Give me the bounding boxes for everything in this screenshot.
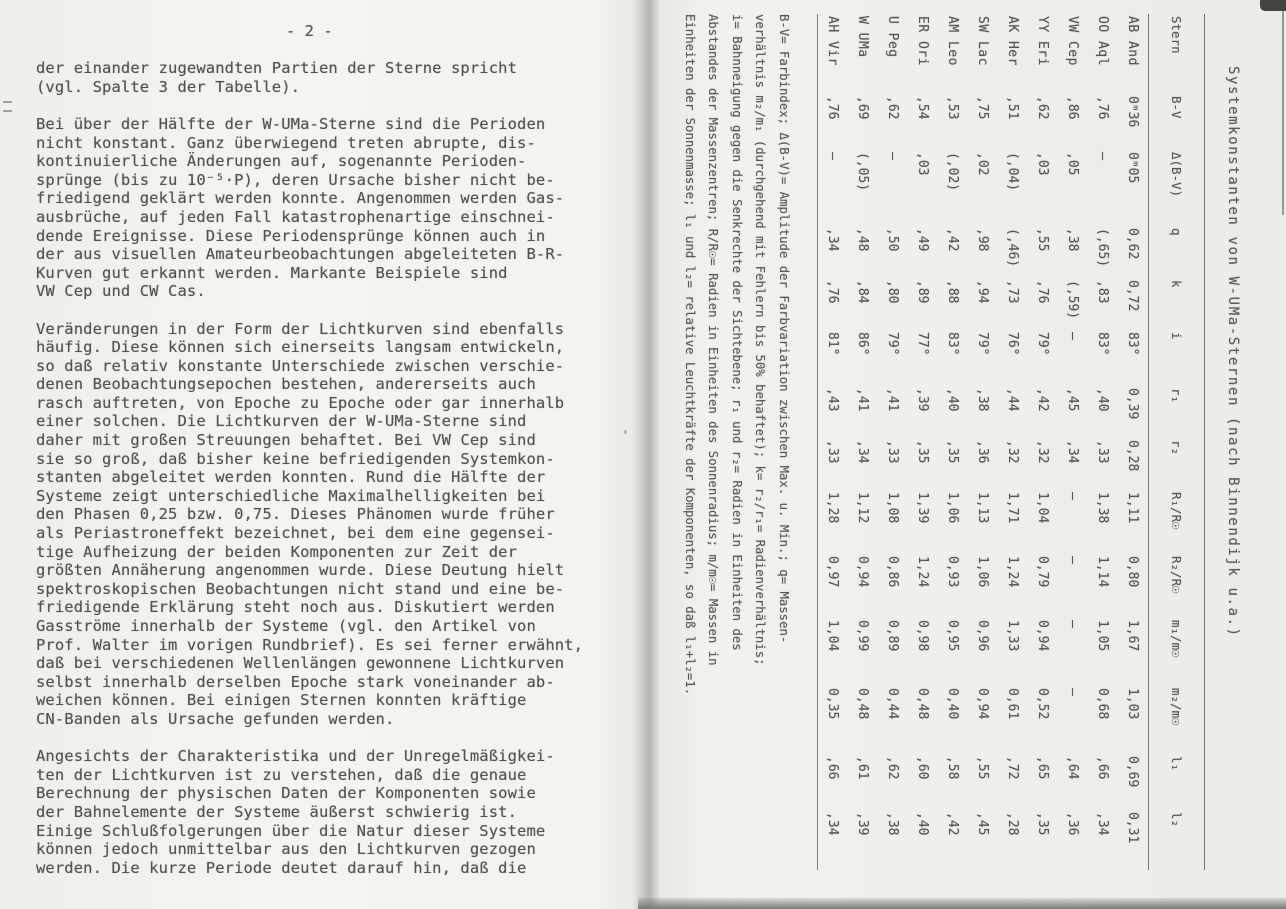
- column-header: m₂/m☉: [1169, 688, 1184, 726]
- table-cell: 1,04: [1035, 492, 1051, 524]
- star-name: AB And: [1125, 16, 1141, 66]
- table-cell: 1,24: [915, 556, 931, 588]
- table-cell: 83°: [1125, 332, 1141, 356]
- text-line: daher mit großen Streuungen behaftet. Bei VW Cep sind: [36, 431, 536, 450]
- text-line: den Phasen 0,25 bzw. 0,75. Dieses Phänomen wurde früher: [36, 505, 555, 524]
- table-cell: ,66: [825, 756, 841, 780]
- text-line: einer solchen. Die Lichtkurven der W-UMa-Sterne sind: [36, 412, 527, 431]
- table-cell: ,50: [885, 228, 901, 252]
- star-name: YY Eri: [1035, 16, 1051, 66]
- table-cell: 0,89: [885, 620, 901, 652]
- table-cell: ,66: [1095, 756, 1111, 780]
- text-line: Berechnung der physischen Daten der Komponenten sowie: [36, 784, 536, 803]
- table-row: [968, 14, 998, 870]
- table-cell: 1,33: [1005, 620, 1021, 652]
- table-cell: ,65: [1035, 756, 1051, 780]
- table-cell: 0,40: [945, 688, 961, 720]
- table-cell: 1,08: [885, 492, 901, 524]
- table-cell: –: [1065, 620, 1081, 628]
- table-cell: ,88: [945, 280, 961, 304]
- table-cell: ,94: [975, 280, 991, 304]
- table-cell: ,40: [915, 812, 931, 836]
- table-cell: ,36: [975, 440, 991, 464]
- text-line: VW Cep und CW Cas.: [36, 282, 206, 301]
- scan-speck: [624, 430, 627, 434]
- table-cell: ,54: [915, 96, 931, 120]
- column-header: q: [1169, 228, 1184, 236]
- table-cell: 0,96: [975, 620, 991, 652]
- table-cell: ,58: [945, 756, 961, 780]
- table-row: [908, 14, 938, 870]
- table-cell: ,02: [975, 152, 991, 176]
- table-cell: ,64: [1065, 756, 1081, 780]
- table-cell: (,02): [945, 152, 961, 192]
- table-cell: ,35: [915, 440, 931, 464]
- text-line: selbst innerhalb derselben Epoche stark voneinander ab-: [36, 672, 555, 691]
- table-cell: ,32: [1005, 440, 1021, 464]
- table-cell: 83°: [1095, 332, 1111, 356]
- table-cell: –: [1065, 556, 1081, 564]
- column-header: l₁: [1169, 756, 1184, 772]
- footnote-line: i= Bahnneigung gegen die Senkrechte der Sichtebene; r₁ und r₂= Radien in Einheiten des: [730, 14, 744, 651]
- table-cell: ,33: [885, 440, 901, 464]
- table-cell: ,38: [885, 812, 901, 836]
- text-line: Systeme zeigt unterschiedliche Maximalhelligkeiten bei: [36, 486, 546, 505]
- column-header: B-V: [1169, 96, 1184, 119]
- text-line: denen Beobachtungsepochen bestehen, andererseits auch: [36, 375, 536, 394]
- table-cell: ,48: [855, 228, 871, 252]
- table-cell: 0,98: [915, 620, 931, 652]
- table-cell: 81°: [825, 332, 841, 356]
- column-header: Stern: [1169, 16, 1184, 54]
- scan-speck: [3, 101, 12, 112]
- text-line: der einander zugewandten Partien der Sterne spricht: [36, 59, 518, 78]
- table-cell: ,33: [1095, 440, 1111, 464]
- table-cell: ,62: [885, 96, 901, 120]
- table-cell: 1,12: [855, 492, 871, 524]
- table-cell: ,35: [1035, 812, 1051, 836]
- table-cell: ,62: [885, 756, 901, 780]
- table-cell: ,28: [1005, 812, 1021, 836]
- text-line: werden. Die kurze Periode deutet darauf hin, daß die: [36, 858, 527, 877]
- table-cell: ,76: [1095, 96, 1111, 120]
- table-cell: 0,35: [825, 688, 841, 720]
- table-cell: 0,61: [1005, 688, 1021, 720]
- table-cell: ,40: [1095, 388, 1111, 412]
- table-cell: 0,97: [825, 556, 841, 588]
- table-cell: ,55: [975, 756, 991, 780]
- table-cell: 0ᵐ36: [1125, 96, 1141, 128]
- table-footnotes: [678, 14, 796, 894]
- table-cell: ,38: [975, 388, 991, 412]
- text-line: nicht konstant. Ganz überwiegend treten abrupte, dis-: [36, 133, 536, 152]
- table-cell: 0,44: [885, 688, 901, 720]
- table-cell: 1,67: [1125, 620, 1141, 652]
- table-row: [1058, 14, 1088, 870]
- text-line: größten Annäherung angenommen wurde. Diese Deutung hielt: [36, 561, 565, 580]
- table-cell: 0,68: [1095, 688, 1111, 720]
- column-header: r₂: [1169, 440, 1184, 456]
- table-cell: –: [825, 152, 841, 160]
- table-cell: ,75: [975, 96, 991, 120]
- text-line: (vgl. Spalte 3 der Tabelle).: [36, 77, 301, 96]
- table-cell: ,05: [1065, 152, 1081, 176]
- table-cell: ,34: [825, 228, 841, 252]
- column-header: R₁/R☉: [1169, 492, 1184, 530]
- table-cell: ,32: [1035, 440, 1051, 464]
- table-cell: 0,62: [1125, 228, 1141, 260]
- table-cell: ,83: [1095, 280, 1111, 304]
- table-cell: 0,99: [855, 620, 871, 652]
- paragraph: [36, 115, 636, 301]
- footnote-line: Einheiten der Sonnenmasse; l₁ und l₂= relative Leuchtkräfte der Komponenten, so daß l₁+l₂=1.: [683, 14, 697, 696]
- table-row: [1028, 14, 1058, 870]
- scan-edge-line: [1282, 0, 1284, 215]
- table-cell: 0,94: [1035, 620, 1051, 652]
- column-header: Δ(B-V): [1169, 152, 1184, 198]
- left-page: [36, 22, 636, 902]
- table-cell: ,35: [945, 440, 961, 464]
- table-cell: ,41: [885, 388, 901, 412]
- table-cell: 1,06: [975, 556, 991, 588]
- table-cell: 76°: [1005, 332, 1021, 356]
- table-cell: ,69: [855, 96, 871, 120]
- table-cell: ,34: [1065, 440, 1081, 464]
- table-cell: ,76: [1035, 280, 1051, 304]
- table-cell: 1,39: [915, 492, 931, 524]
- table-row: [938, 14, 968, 870]
- table-cell: 0ᵐ05: [1125, 152, 1141, 184]
- paragraphs: [36, 59, 636, 877]
- table-cell: –: [1095, 152, 1111, 160]
- footnote-line: verhältnis m₂/m₁ (durchgehend mit Fehlern bis 50% behaftet); k= r₂/r₁= Radienverhältnis;: [753, 14, 768, 666]
- table-cell: ,55: [1035, 228, 1051, 252]
- table-cell: 1,71: [1005, 492, 1021, 524]
- scan-bottom-shadow: [638, 898, 1286, 909]
- table-cell: 0,72: [1125, 280, 1141, 312]
- text-line: Einige Schlußfolgerungen über die Natur dieser Systeme: [36, 821, 546, 840]
- table-cell: 0,94: [975, 688, 991, 720]
- table-cell: 1,13: [975, 492, 991, 524]
- text-line: stanten abgeleitet werden konnten. Rund die Hälfte der: [36, 468, 546, 487]
- table-cell: –: [1065, 688, 1081, 696]
- text-line: ten der Lichtkurven ist zu verstehen, daß die genaue: [36, 765, 527, 784]
- table-cell: ,03: [915, 152, 931, 176]
- table-cell: 0,95: [945, 620, 961, 652]
- table-cell: ,89: [915, 280, 931, 304]
- table-cell: ,86: [1065, 96, 1081, 120]
- column-header: i: [1169, 332, 1184, 340]
- table-cell: 83°: [945, 332, 961, 356]
- table-row: [848, 14, 878, 870]
- text-line: friedigend geklärt werden konnte. Angenommen werden Gas-: [36, 189, 565, 208]
- table-cell: 0,86: [885, 556, 901, 588]
- text-line: als Periastroneffekt bezeichnet, bei dem eine gegensei-: [36, 524, 555, 543]
- table-cell: 79°: [885, 332, 901, 356]
- table-cell: ,40: [945, 388, 961, 412]
- text-line: Veränderungen in der Form der Lichtkurven sind ebenfalls: [36, 319, 565, 338]
- table-cell: ,72: [1005, 756, 1021, 780]
- text-line: häufig. Diese können sich einerseits langsam entwickeln,: [36, 338, 565, 357]
- table-cell: 1,14: [1095, 556, 1111, 588]
- table-cell: ,53: [945, 96, 961, 120]
- table-cell: 86°: [855, 332, 871, 356]
- table-cell: 0,52: [1035, 688, 1051, 720]
- table-body: [817, 14, 1148, 870]
- table-cell: 1,04: [825, 620, 841, 652]
- table-cell: 1,38: [1095, 492, 1111, 524]
- table-cell: ,76: [825, 280, 841, 304]
- table-cell: 0,69: [1125, 756, 1141, 788]
- table-cell: ,34: [825, 812, 841, 836]
- table-cell: ,03: [1035, 152, 1051, 176]
- table-cell: ,39: [855, 812, 871, 836]
- text-line: Kurven gut erkannt werden. Markante Beispiele sind: [36, 263, 508, 282]
- table-row: [878, 14, 908, 870]
- table-cell: ,49: [915, 228, 931, 252]
- star-name: U Peg: [885, 16, 901, 58]
- table-cell: ,44: [1005, 388, 1021, 412]
- star-name: W UMa: [855, 16, 871, 58]
- table-cell: ,84: [855, 280, 871, 304]
- table-cell: –: [1065, 332, 1081, 340]
- table-cell: ,45: [1065, 388, 1081, 412]
- column-header: k: [1169, 280, 1184, 288]
- text-line: daß bei verschiedenen Wellenlängen gewonnene Lichtkurven: [36, 654, 565, 673]
- table-cell: ,45: [975, 812, 991, 836]
- table-cell: 0,28: [1125, 440, 1141, 472]
- table-cell: ,60: [915, 756, 931, 780]
- table-cell: (,05): [855, 152, 871, 192]
- table-title: Systemkonstanten von W-UMa-Sternen (nach Binnendijk u.a.): [1225, 66, 1241, 638]
- table-cell: –: [885, 152, 901, 160]
- table-cell: ,41: [855, 388, 871, 412]
- table-cell: 0,80: [1125, 556, 1141, 588]
- rotated-table-page: [663, 8, 1263, 888]
- table-cell: 1,24: [1005, 556, 1021, 588]
- text-line: sprünge (bis zu 10⁻⁵·P), deren Ursache bisher nicht be-: [36, 170, 555, 189]
- page-fold-shadow: [632, 0, 666, 909]
- text-line: Bei über der Hälfte der W-UMa-Sterne sind die Perioden: [36, 114, 546, 133]
- system-constants-table: [817, 14, 1205, 870]
- star-name: ER Ori: [915, 16, 931, 66]
- table-cell: ,34: [1095, 812, 1111, 836]
- text-line: so daß relativ konstante Unterschiede zwischen verschie-: [36, 356, 565, 375]
- table-cell: (,59): [1065, 280, 1081, 320]
- table-cell: ,98: [975, 228, 991, 252]
- table-cell: 0,93: [945, 556, 961, 588]
- table-cell: –: [1065, 492, 1081, 500]
- table-cell: ,43: [825, 388, 841, 412]
- table-cell: (,04): [1005, 152, 1021, 192]
- text-line: rasch auftreten, von Epoche zu Epoche oder gar innerhalb: [36, 393, 565, 412]
- text-line: können jedoch unmittelbar aus den Lichtkurven gezogen: [36, 840, 536, 859]
- text-line: der Bahnelemente der Systeme äußerst schwierig ist.: [36, 802, 518, 821]
- table-cell: (,46): [1005, 228, 1021, 268]
- table-cell: ,36: [1065, 812, 1081, 836]
- text-line: weichen können. Bei einigen Sternen konnten kräftige: [36, 691, 527, 710]
- table-cell: ,42: [945, 228, 961, 252]
- table-cell: 1,28: [825, 492, 841, 524]
- column-header: r₁: [1169, 388, 1184, 404]
- table-cell: 79°: [975, 332, 991, 356]
- star-name: SW Lac: [975, 16, 991, 66]
- table-cell: 0,48: [915, 688, 931, 720]
- text-line: dende Ereignisse. Diese Periodensprünge können auch in: [36, 226, 546, 245]
- table-cell: (,65): [1095, 228, 1111, 268]
- text-line: ausbrüche, auf jeden Fall katastrophenartige einschnei-: [36, 207, 555, 226]
- text-line: kontinuierliche Änderungen auf, sogenannte Perioden-: [36, 152, 527, 171]
- table-cell: ,33: [825, 440, 841, 464]
- page-number: - 2 -: [286, 22, 333, 40]
- table-cell: 0,39: [1125, 388, 1141, 420]
- table-row: [1088, 14, 1118, 870]
- table-cell: 79°: [1035, 332, 1051, 356]
- text-line: friedigende Erklärung steht noch aus. Diskutiert werden: [36, 598, 555, 617]
- table-cell: 0,31: [1125, 812, 1141, 844]
- text-line: der aus visuellen Amateurbeobachtungen abgeleiteten B-R-: [36, 245, 565, 264]
- paragraph: [36, 320, 636, 729]
- table-cell: ,61: [855, 756, 871, 780]
- table-cell: ,62: [1035, 96, 1051, 120]
- table-cell: ,39: [915, 388, 931, 412]
- text-line: CN-Banden als Ursache gefunden werden.: [36, 709, 395, 728]
- star-name: OO Aql: [1095, 16, 1111, 66]
- table-cell: 0,48: [855, 688, 871, 720]
- star-name: VW Cep: [1065, 16, 1081, 66]
- table-header-row: [1148, 14, 1205, 870]
- star-name: AM Leo: [945, 16, 961, 66]
- table-row: [817, 14, 848, 870]
- star-name: AK Her: [1005, 16, 1021, 66]
- text-line: tige Aufheizung der beiden Komponenten zur Zeit der: [36, 542, 518, 561]
- text-line: sie so groß, daß bisher keine befriedigenden Systemkon-: [36, 449, 555, 468]
- table-cell: ,73: [1005, 280, 1021, 304]
- text-line: Prof. Walter im vorigen Rundbrief). Es sei ferner erwähnt,: [36, 635, 584, 654]
- table-cell: 0,94: [855, 556, 871, 588]
- footnote-line: Abstandes der Massenzentren; R/R☉= Radien in Einheiten des Sonnenradius; m/m☉= Massen in: [706, 14, 721, 666]
- text-line: spektroskopischen Beobachtungen nicht stand und eine be-: [36, 579, 565, 598]
- table-row: [998, 14, 1028, 870]
- star-name: AH Vir: [825, 16, 841, 66]
- column-header: R₂/R☉: [1169, 556, 1184, 594]
- table-cell: ,42: [945, 812, 961, 836]
- table-cell: 77°: [915, 332, 931, 356]
- table-cell: ,38: [1065, 228, 1081, 252]
- column-header: m₁/m☉: [1169, 620, 1184, 658]
- table-cell: ,42: [1035, 388, 1051, 412]
- table-cell: 1,05: [1095, 620, 1111, 652]
- paragraph: [36, 59, 636, 96]
- table-row: [1118, 14, 1148, 870]
- text-line: Gasströme innerhalb der Systeme (vgl. den Artikel von: [36, 617, 536, 635]
- column-header: l₂: [1169, 812, 1184, 828]
- table-cell: ,51: [1005, 96, 1021, 120]
- text-line: Angesichts der Charakteristika und der Unregelmäßigkei-: [36, 747, 555, 766]
- table-cell: ,76: [825, 96, 841, 120]
- table-cell: ,34: [855, 440, 871, 464]
- footnote-line: B-V= Farbindex; Δ(B-V)= Amplitude der Farbvariation zwischen Max. u. Min.; q= Massen-: [777, 14, 791, 644]
- table-cell: 0,79: [1035, 556, 1051, 588]
- table-cell: ,80: [885, 280, 901, 304]
- table-cell: 1,06: [945, 492, 961, 524]
- table-cell: 1,03: [1125, 688, 1141, 720]
- table-cell: 1,11: [1125, 492, 1141, 524]
- paragraph: [36, 747, 636, 877]
